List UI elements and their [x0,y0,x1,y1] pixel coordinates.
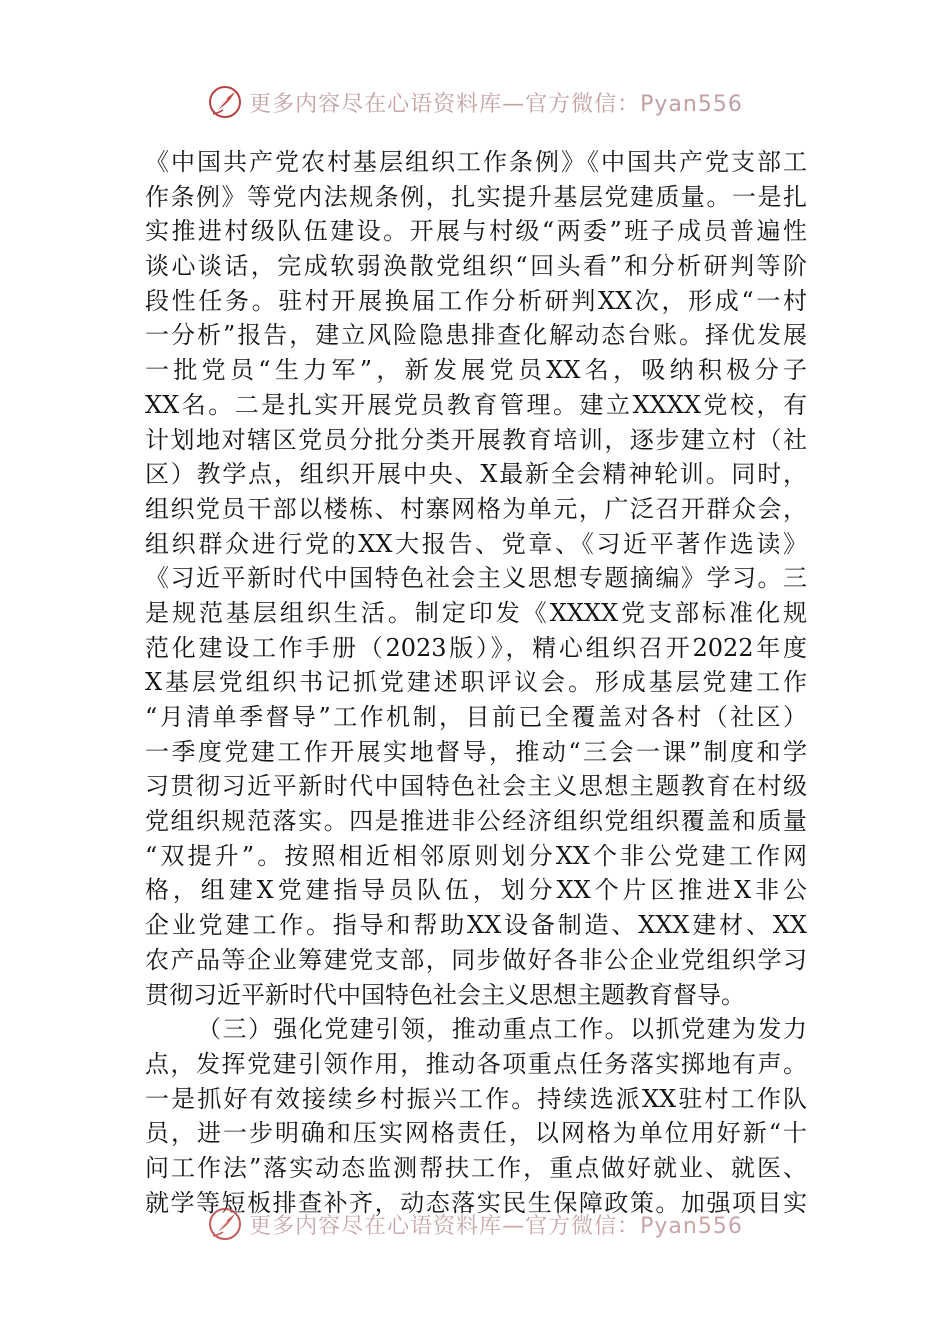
watermark-footer [0,1204,950,1244]
document-body [145,145,807,1220]
text-line: 一是抓好有效接续乡村振兴工作。持续选派XX驻村工作队 [145,1084,807,1113]
text-line: “双提升”。按照相近相邻原则划分XX个非公党建工作网 [145,841,807,870]
text-line: 段性任务。驻村开展换届工作分析研判XX次，形成“一村 [145,286,807,315]
text-line: 一批党员“生力军”，新发展党员XX名，吸纳积极分子 [145,356,807,385]
watermark-text: 更多内容尽在心语资料库—官方微信：Pyan556 [249,1213,743,1239]
text-line: XX名。二是扎实开展党员教育管理。建立XXXX党校，有 [145,390,807,419]
text-line: （三）强化党建引领，推动重点工作。以抓党建为发力 [197,1015,807,1044]
text-line: 贯彻习近平新时代中国特色社会主义思想主题教育督导。 [145,980,745,1009]
text-line: 党组织规范落实。四是推进非公经济组织党组织覆盖和质量 [145,807,807,836]
text-line: 《中国共产党农村基层组织工作条例》《中国共产党支部工 [145,148,807,176]
text-line: 习贯彻习近平新时代中国特色社会主义思想主题教育在村级 [145,772,807,801]
text-line: 一季度党建工作开展实地督导，推动“三会一课”制度和学 [145,737,807,766]
text-line: 员，进一步明确和压实网格责任，以网格为单位用好新“十 [145,1119,807,1148]
text-line: 作条例》等党内法规条例，扎实提升基层党建质量。一是扎 [145,182,807,211]
text-line: 格，组建X党建指导员队伍，划分XX个片区推进X非公 [145,876,807,905]
text-line: 范化建设工作手册（2023版）》，精心组织召开2022年度 [145,633,807,662]
text-line: 问工作法”落实动态监测帮扶工作，重点做好就业、就医、 [145,1153,807,1182]
paragraph [145,1012,807,1220]
feather-pen-logo-icon [207,1206,243,1242]
text-line: 实推进村级队伍建设。开展与村级“两委”班子成员普遍性 [145,217,807,246]
text-line: 组织群众进行党的XX大报告、党章、《习近平著作选读》 [145,529,807,558]
watermark-text: 更多内容尽在心语资料库—官方微信：Pyan556 [249,91,743,117]
feather-pen-logo-icon [207,84,243,120]
text-line: 农产品等企业筹建党支部，同步做好各非公企业党组织学习 [145,945,807,974]
text-line: 是规范基层组织生活。制定印发《XXXX党支部标准化规 [145,598,807,627]
text-line: 企业党建工作。指导和帮助XX设备制造、XXX建材、XX [145,911,807,940]
text-line: 一分析”报告，建立风险隐患排查化解动态台账。择优发展 [145,321,807,350]
text-line: 计划地对辖区党员分批分类开展教育培训，逐步建立村（社 [145,425,807,454]
text-line: 《习近平新时代中国特色社会主义思想专题摘编》学习。三 [145,564,807,593]
text-line: 组织党员干部以楼栋、村寨网格为单元，广泛召开群众会， [145,494,807,523]
paragraph [145,145,807,1012]
watermark-header [0,82,950,122]
text-line: 区）教学点，组织开展中央、X最新全会精神轮训。同时， [145,460,807,489]
text-line: X基层党组织书记抓党建述职评议会。形成基层党建工作 [145,668,807,697]
text-line: 就学等短板排查补齐，动态落实民生保障政策。加强项目实 [145,1188,807,1217]
text-line: “月清单季督导”工作机制，目前已全覆盖对各村（社区） [145,703,807,731]
text-line: 谈心谈话，完成软弱涣散党组织“回头看”和分析研判等阶 [145,252,807,281]
text-line: 点，发挥党建引领作用，推动各项重点任务落实掷地有声。 [145,1049,807,1078]
